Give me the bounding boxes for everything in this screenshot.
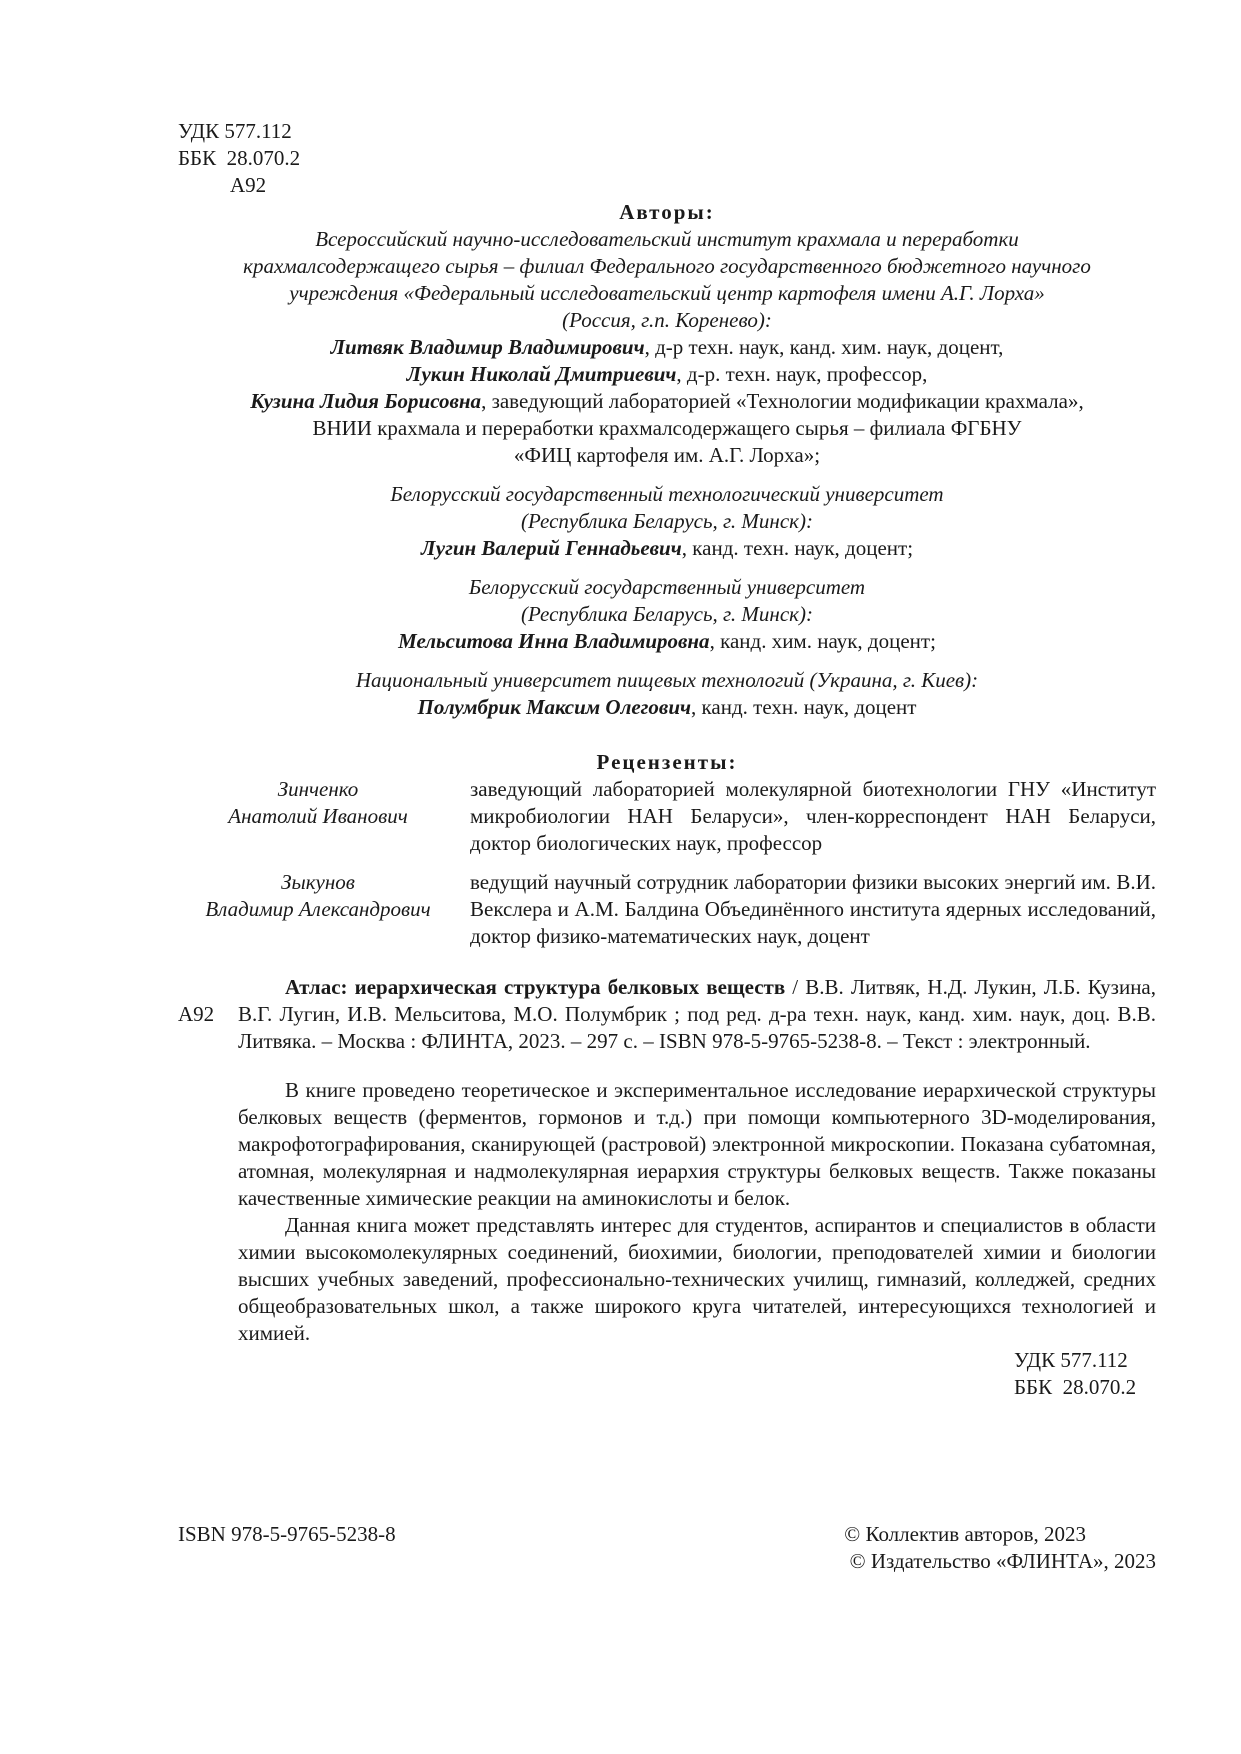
reviewer-name [178, 776, 458, 830]
author-name: Кузина Лидия Борисовна [250, 389, 482, 413]
institute-bgu: Белорусский государственный университет [468, 575, 866, 599]
reviewer-given-names: Анатолий Иванович [228, 804, 408, 828]
author-entry [178, 361, 1156, 388]
author-name: Литвяк Владимир Владимирович [330, 335, 645, 359]
reviewer-description: заведующий лабораторией молекулярной биотехнологии ГНУ «Институт микробиологии НАН Беларуси», член-корреспондент НАН Беларуси, доктор биологических наук, профессор [470, 777, 1156, 855]
author-entry [178, 628, 1156, 655]
copyright-page [178, 118, 1156, 1401]
author-name: Мельситова Инна Владимировна [398, 629, 710, 653]
reviewer-entry [178, 776, 1156, 857]
udk-code: УДК 577.112 [178, 119, 292, 143]
author-affiliation: «ФИЦ картофеля им. А.Г. Лорха»; [513, 443, 821, 467]
abstract [238, 1077, 1156, 1347]
abstract-paragraph: В книге проведено теоретическое и экспериментальное исследование иерархической структуры белковых веществ (ферментов, гормонов и т.д.) при помощи компьютерного 3D-моделирования, макрофотографирования, сканирующей (растровой) электронной микроскопии. Показана субатомная, атомная, молекулярная и надмолекулярная иерархия структуры белковых веществ. Также показаны качественные химические реакции на аминокислоты и белок. [238, 1078, 1156, 1210]
authors-heading: Авторы: [619, 200, 715, 224]
book-title: Атлас: иерархическая структура белковых веществ [285, 975, 786, 999]
copyright-authors: © Коллектив авторов, 2023 [844, 1522, 1086, 1546]
bbk-code: ББК 28.070.2 [1014, 1375, 1137, 1399]
udk-code: УДК 577.112 [1014, 1348, 1128, 1372]
author-entry [178, 388, 1156, 415]
institute-line: Всероссийский научно-исследовательский институт крахмала и переработки [315, 227, 1019, 251]
author-name: Лукин Николай Дмитриевич [406, 362, 677, 386]
institute-nupt: Национальный университет пищевых технологий (Украина, г. Киев): [355, 668, 979, 692]
author-name: Лугин Валерий Геннадьевич [420, 536, 682, 560]
reviewer-name [178, 869, 458, 923]
reviewer-surname: Зинченко [277, 777, 359, 801]
copyright-block [844, 1521, 1156, 1575]
reviewer-entry [178, 869, 1156, 950]
institute-line: крахмалсодержащего сырья – филиал Федерального государственного бюджетного научного [243, 254, 1091, 278]
biblio-text [238, 974, 1156, 1055]
author-title: , д-р техн. наук, канд. хим. наук, доцент, [644, 335, 1004, 359]
institute-line: (Россия, г.п. Коренево): [562, 308, 772, 332]
copyright-publisher: © Издательство «ФЛИНТА», 2023 [849, 1549, 1156, 1573]
isbn: ISBN 978-5-9765-5238-8 [178, 1522, 396, 1546]
author-entry [178, 334, 1156, 361]
reviewers-heading: Рецензенты: [596, 750, 738, 774]
reviewer-given-names: Владимир Александрович [205, 897, 431, 921]
author-title: , канд. техн. наук, доцент [691, 695, 917, 719]
bbk-code: ББК 28.070.2 [178, 146, 301, 170]
reviewer-description: ведущий научный сотрудник лаборатории физики высоких энергий им. В.И. Векслера и А.М. Балдина Объединённого института ядерных исследований, доктор физико-математических наук, доцент [470, 870, 1156, 948]
author-name: Полумбрик Максим Олегович [417, 695, 692, 719]
author-entry [178, 694, 1156, 721]
institute-vniik [178, 226, 1156, 334]
author-title: , заведующий лабораторией «Технологии модификации крахмала», [481, 389, 1084, 413]
institute-location: (Республика Беларусь, г. Минск): [521, 602, 813, 626]
author-mark: А92 [230, 173, 267, 197]
author-title: , канд. хим. наук, доцент; [709, 629, 936, 653]
institute-bgtu: Белорусский государственный технологический университет [390, 482, 944, 506]
author-affiliation: ВНИИ крахмала и переработки крахмалсодержащего сырья – филиала ФГБНУ [312, 416, 1022, 440]
institute-location: (Республика Беларусь, г. Минск): [521, 509, 813, 533]
author-title: , канд. техн. наук, доцент; [681, 536, 914, 560]
classification-codes [178, 118, 1156, 199]
biblio-mark: А92 [178, 1002, 215, 1026]
reviewer-surname: Зыкунов [281, 870, 355, 894]
bibliographic-record [178, 974, 1156, 1055]
classification-codes-bottom [1014, 1347, 1156, 1401]
biblio-details: / В.В. Литвяк, Н.Д. Лукин, Л.Б. Кузина, В.Г. Лугин, И.В. Мельситова, М.О. Полумбрик ; под ред. д-ра техн. наук, канд. хим. наук, доц. В.В. Литвяка. – Москва : ФЛИНТА, 2023. – 297 с. – ISBN 978-5-9765-5238-8. – Текст : электронный. [238, 975, 1157, 1053]
author-title: , д-р. техн. наук, профессор, [676, 362, 928, 386]
institute-line: учреждения «Федеральный исследовательский центр картофеля имени А.Г. Лорха» [289, 281, 1045, 305]
abstract-paragraph: Данная книга может представлять интерес для студентов, аспирантов и специалистов в области химии высокомолекулярных соединений, биохимии, биологии, преподователей химии и биологии высших учебных заведений, профессионально-технических училищ, гимназий, колледжей, средних общеобразовательных школ, а также широкого круга читателей, интересующихся технологией и химией. [238, 1213, 1156, 1345]
author-entry [178, 535, 1156, 562]
